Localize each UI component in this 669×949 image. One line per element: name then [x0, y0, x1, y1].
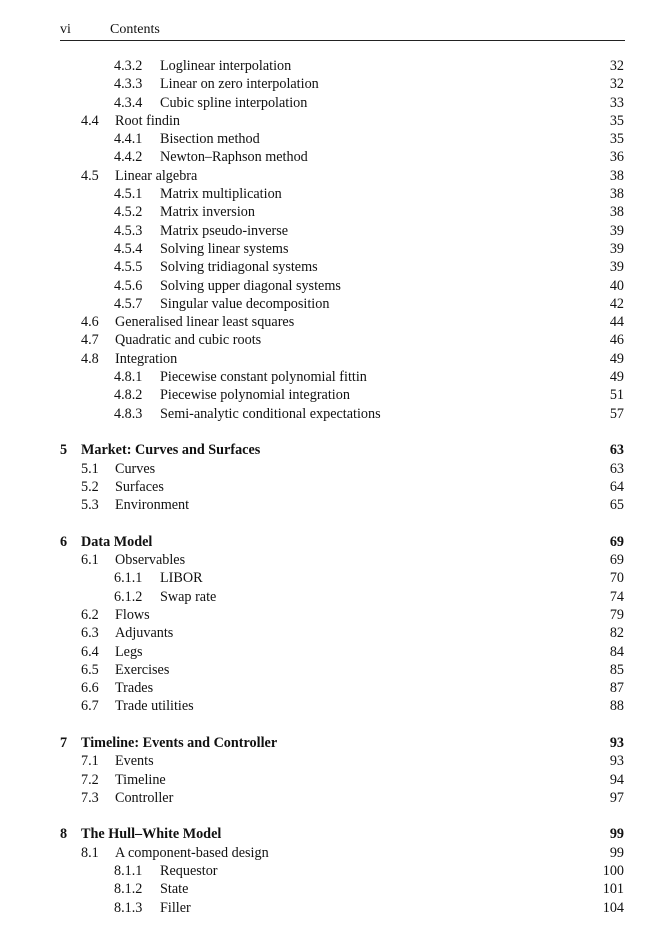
toc-entry-number: 4.7 — [81, 332, 99, 349]
toc-entry-number: 8 — [60, 826, 68, 843]
toc-entry-page: 57 — [609, 405, 624, 422]
toc-entry-title: LIBOR — [160, 570, 203, 587]
toc-entry-title: Integration — [115, 350, 178, 367]
toc-section-entry[interactable] — [0, 661, 669, 679]
header-title: Contents — [110, 22, 160, 37]
toc-entry-page: 97 — [609, 789, 624, 806]
toc-chapter-entry[interactable] — [0, 441, 669, 459]
toc-entry-page: 40 — [609, 277, 624, 294]
toc-entry-page: 99 — [609, 826, 624, 843]
toc-subsection-entry[interactable] — [0, 203, 669, 221]
toc-entry-title: Legs — [115, 643, 143, 660]
toc-entry-number: 4.6 — [81, 314, 99, 331]
toc-subsection-entry[interactable] — [0, 295, 669, 313]
toc-entry-number: 7.1 — [81, 753, 99, 770]
toc-entry-title: Controller — [115, 789, 174, 806]
toc-subsection-entry[interactable] — [0, 57, 669, 75]
toc-entry-title: Linear algebra — [115, 167, 198, 184]
toc-entry-page: 84 — [609, 643, 624, 660]
toc-entry-number: 4.5.1 — [114, 186, 143, 203]
toc-entry-title: Singular value decomposition — [160, 295, 330, 312]
toc-subsection-entry[interactable] — [0, 862, 669, 880]
toc-section-entry[interactable] — [0, 167, 669, 185]
toc-entry-number: 6.6 — [81, 680, 99, 697]
toc-section-entry[interactable] — [0, 679, 669, 697]
toc-entry-title: Curves — [115, 460, 156, 477]
chapter-spacer — [0, 807, 669, 825]
toc-entry-number: 6.7 — [81, 698, 99, 715]
toc-entry-number: 6.5 — [81, 661, 99, 678]
toc-entry-title: Piecewise constant polynomial fittin — [160, 369, 367, 386]
toc-entry-number: 5.2 — [81, 478, 99, 495]
toc-entry-page: 79 — [609, 606, 624, 623]
toc-entry-title: Events — [115, 753, 154, 770]
toc-entry-page: 65 — [609, 497, 624, 514]
toc-entry-page: 85 — [609, 661, 624, 678]
toc-section-entry[interactable] — [0, 331, 669, 349]
toc-entry-page: 74 — [609, 588, 624, 605]
toc-entry-number: 8.1.2 — [114, 881, 143, 898]
toc-entry-title: Linear on zero interpolation — [160, 76, 319, 93]
toc-entry-number: 4.5.7 — [114, 295, 143, 312]
chapter-spacer — [0, 514, 669, 532]
toc-entry-page: 64 — [609, 478, 624, 495]
toc-chapter-entry[interactable] — [0, 734, 669, 752]
toc-section-entry[interactable] — [0, 460, 669, 478]
toc-entry-page: 39 — [609, 259, 624, 276]
toc-entry-page: 36 — [609, 149, 624, 166]
toc-entry-title: Requestor — [160, 863, 218, 880]
toc-entry-number: 6 — [60, 533, 68, 550]
toc-entry-page: 46 — [609, 332, 624, 349]
toc-entry-page: 63 — [609, 442, 624, 459]
toc-entry-page: 39 — [609, 240, 624, 257]
toc-entry-title: State — [160, 881, 189, 898]
toc-entry-title: Solving linear systems — [160, 240, 289, 257]
toc-entry-number: 6.4 — [81, 643, 99, 660]
toc-section-entry[interactable] — [0, 844, 669, 862]
toc-entry-number: 4.5 — [81, 167, 99, 184]
toc-entry-number: 4.5.6 — [114, 277, 143, 294]
toc-entry-page: 94 — [609, 771, 624, 788]
toc-entry-title: Root findin — [115, 112, 181, 129]
toc-section-entry[interactable] — [0, 697, 669, 715]
toc-entry-number: 7 — [60, 734, 68, 751]
toc-subsection-entry[interactable] — [0, 240, 669, 258]
toc-entry-title: Timeline: Events and Controller — [81, 734, 278, 751]
toc-entry-page: 35 — [609, 112, 624, 129]
toc-entry-number: 4.8.3 — [114, 405, 143, 422]
toc-entry-number: 6.3 — [81, 625, 99, 642]
toc-entry-title: Exercises — [115, 661, 170, 678]
toc-entry-number: 6.2 — [81, 606, 99, 623]
toc-entry-page: 99 — [609, 844, 624, 861]
toc-entry-page: 104 — [602, 899, 624, 916]
toc-entry-page: 63 — [609, 460, 624, 477]
toc-section-entry[interactable] — [0, 624, 669, 642]
toc-entry-title: A component-based design — [115, 844, 269, 861]
toc-entry-title: Piecewise polynomial integration — [160, 387, 350, 404]
toc-entry-title: Newton–Raphson method — [160, 149, 308, 166]
toc-entry-page: 42 — [609, 295, 624, 312]
toc-entry-title: Loglinear interpolation — [160, 58, 292, 74]
table-of-contents — [0, 57, 669, 917]
toc-entry-page: 93 — [609, 734, 624, 751]
toc-entry-title: Observables — [115, 552, 186, 569]
toc-entry-title: Adjuvants — [115, 625, 174, 642]
toc-subsection-entry[interactable] — [0, 588, 669, 606]
toc-entry-page: 69 — [609, 552, 624, 569]
toc-entry-page: 93 — [609, 753, 624, 770]
toc-entry-title: Trades — [115, 680, 154, 697]
toc-entry-number: 7.2 — [81, 771, 99, 788]
toc-entry-page: 69 — [609, 533, 624, 550]
toc-subsection-entry[interactable] — [0, 222, 669, 240]
toc-entry-number: 4.8 — [81, 350, 99, 367]
running-header — [60, 20, 625, 41]
toc-entry-title: Matrix pseudo-inverse — [160, 222, 289, 239]
toc-entry-title: Filler — [160, 899, 191, 916]
toc-entry-title: The Hull–White Model — [81, 826, 222, 843]
toc-subsection-entry[interactable] — [0, 148, 669, 166]
toc-entry-page: 87 — [609, 680, 624, 697]
toc-entry-title: Cubic spline interpolation — [160, 94, 308, 111]
toc-entry-number: 5 — [60, 442, 68, 459]
toc-subsection-entry[interactable] — [0, 405, 669, 423]
toc-subsection-entry[interactable] — [0, 386, 669, 404]
toc-entry-number: 4.4.1 — [114, 131, 143, 148]
toc-entry-page: 33 — [609, 94, 624, 111]
toc-section-entry[interactable] — [0, 313, 669, 331]
toc-entry-number: 8.1.1 — [114, 863, 143, 880]
toc-subsection-entry[interactable] — [0, 569, 669, 587]
toc-entry-page: 100 — [602, 863, 624, 880]
toc-entry-page: 49 — [609, 369, 624, 386]
toc-subsection-entry[interactable] — [0, 185, 669, 203]
toc-entry-title: Generalised linear least squares — [115, 314, 295, 331]
toc-entry-page: 101 — [602, 881, 624, 898]
header-page-number: vi — [60, 22, 71, 37]
toc-section-entry[interactable] — [0, 789, 669, 807]
toc-subsection-entry[interactable] — [0, 899, 669, 917]
toc-entry-number: 4.5.2 — [114, 204, 143, 221]
toc-entry-title: Solving upper diagonal systems — [160, 277, 341, 294]
toc-section-entry[interactable] — [0, 606, 669, 624]
toc-entry-page: 70 — [609, 570, 624, 587]
toc-entry-page: 32 — [609, 58, 624, 74]
toc-entry-title: Surfaces — [115, 478, 164, 495]
toc-subsection-entry[interactable] — [0, 258, 669, 276]
toc-entry-title: Semi-analytic conditional expectations — [160, 405, 381, 422]
toc-entry-number: 4.4 — [81, 112, 99, 129]
toc-subsection-entry[interactable] — [0, 277, 669, 295]
toc-entry-page: 38 — [609, 167, 624, 184]
chapter-spacer — [0, 716, 669, 734]
toc-entry-number: 6.1 — [81, 552, 99, 569]
toc-chapter-entry[interactable] — [0, 825, 669, 843]
toc-subsection-entry[interactable] — [0, 880, 669, 898]
toc-entry-number: 7.3 — [81, 789, 99, 806]
toc-entry-page: 32 — [609, 76, 624, 93]
toc-entry-title: Trade utilities — [115, 698, 194, 715]
toc-entry-page: 38 — [609, 204, 624, 221]
toc-entry-page: 38 — [609, 186, 624, 203]
toc-entry-number: 6.1.2 — [114, 588, 143, 605]
toc-entry-number: 6.1.1 — [114, 570, 143, 587]
toc-entry-page: 82 — [609, 625, 624, 642]
toc-section-entry[interactable] — [0, 112, 669, 130]
toc-subsection-entry[interactable] — [0, 368, 669, 386]
toc-entry-number: 4.3.4 — [114, 94, 143, 111]
toc-entry-title: Timeline — [115, 771, 166, 788]
toc-entry-title: Swap rate — [160, 588, 217, 605]
toc-entry-number: 4.5.4 — [114, 240, 143, 257]
toc-chapter-entry[interactable] — [0, 533, 669, 551]
toc-entry-title: Bisection method — [160, 131, 260, 148]
toc-section-entry[interactable] — [0, 771, 669, 789]
toc-entry-page: 88 — [609, 698, 624, 715]
toc-entry-title: Environment — [115, 497, 190, 514]
toc-entry-title: Data Model — [81, 533, 153, 550]
toc-section-entry[interactable] — [0, 643, 669, 661]
toc-entry-page: 49 — [609, 350, 624, 367]
toc-entry-number: 8.1.3 — [114, 899, 143, 916]
toc-entry-number: 4.3.2 — [114, 58, 143, 74]
toc-entry-number: 4.3.3 — [114, 76, 143, 93]
toc-entry-page: 35 — [609, 131, 624, 148]
toc-subsection-entry[interactable] — [0, 94, 669, 112]
toc-section-entry[interactable] — [0, 478, 669, 496]
toc-subsection-entry[interactable] — [0, 130, 669, 148]
toc-section-entry[interactable] — [0, 752, 669, 770]
toc-entry-page: 51 — [609, 387, 624, 404]
toc-entry-number: 4.8.1 — [114, 369, 143, 386]
toc-entry-number: 5.1 — [81, 460, 99, 477]
toc-entry-number: 4.8.2 — [114, 387, 143, 404]
toc-entry-title: Matrix inversion — [160, 204, 255, 221]
toc-entry-number: 8.1 — [81, 844, 99, 861]
toc-entry-title: Market: Curves and Surfaces — [81, 442, 261, 459]
toc-entry-title: Solving tridiagonal systems — [160, 259, 318, 276]
toc-section-entry[interactable] — [0, 496, 669, 514]
toc-entry-title: Quadratic and cubic roots — [115, 332, 262, 349]
toc-entry-number: 4.5.5 — [114, 259, 143, 276]
toc-entry-number: 4.4.2 — [114, 149, 143, 166]
toc-entry-title: Matrix multiplication — [160, 186, 282, 203]
toc-section-entry[interactable] — [0, 551, 669, 569]
toc-entry-number: 4.5.3 — [114, 222, 143, 239]
toc-entry-title: Flows — [115, 606, 150, 623]
toc-section-entry[interactable] — [0, 350, 669, 368]
toc-entry-page: 39 — [609, 222, 624, 239]
chapter-spacer — [0, 423, 669, 441]
toc-subsection-entry[interactable] — [0, 75, 669, 93]
toc-entry-number: 5.3 — [81, 497, 99, 514]
toc-entry-page: 44 — [609, 314, 624, 331]
